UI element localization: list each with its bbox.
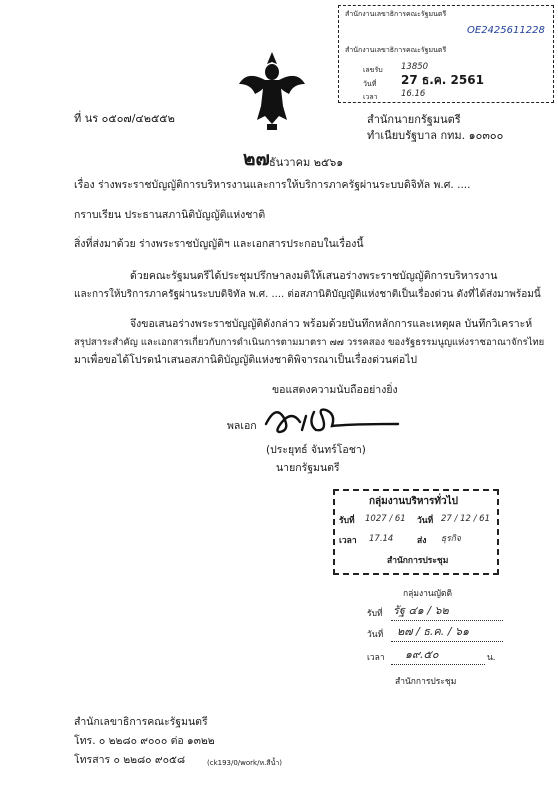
receipt-barcode-text: OE2425611228: [467, 25, 545, 36]
signer-name: (ประยุทธ์ จันทร์โอชา): [266, 444, 366, 456]
agenda-time-value: ๑๙.๕๐: [405, 648, 439, 661]
receipt-stamp: [338, 5, 554, 103]
general-admin-to-value: ธุรกิจ: [441, 534, 461, 544]
receipt-number-label: เลขรับ: [363, 66, 383, 74]
agenda-recv-value: รัฐ ๔๑ / ๖๒: [393, 604, 449, 617]
agenda-stamp-footer: สำนักการประชุม: [395, 677, 457, 687]
receipt-time-label: เวลา: [363, 93, 378, 101]
receipt-number-value: 13850: [401, 62, 429, 72]
agenda-time-line: [391, 664, 485, 665]
paragraph-2-line-2: สรุปสาระสำคัญ และเอกสารเกี่ยวกับการดำเนินการตามมาตรา ๗๗ วรรคสอง ของรัฐธรรมนูญแห่งราชอาณาจักรไทย: [74, 337, 545, 348]
subject: เรื่อง ร่างพระราชบัญญัติการบริหารงานและการให้บริการภาครัฐผ่านระบบดิจิทัล พ.ศ. ....: [74, 179, 471, 191]
paragraph-1-line-2: และการให้บริการภาครัฐผ่านระบบดิจิทัล พ.ศ. .... ต่อสภานิติบัญญัติแห่งชาติเป็นเรื่องด่วน ดังที่ได้ส่งมาพร้อมนี้: [74, 289, 541, 300]
receipt-date-value: 27 ธ.ค. 2561: [401, 73, 484, 87]
agenda-date-label: วันที่: [367, 630, 384, 640]
salutation: กราบเรียน ประธานสภานิติบัญญัติแห่งชาติ: [74, 209, 266, 221]
agenda-stamp: [363, 586, 509, 696]
footer-file-note: (ck193/0/work/ห.สีน้ำ): [207, 759, 283, 767]
general-admin-date-value: 27 / 12 / 61: [441, 514, 490, 524]
agenda-time-label: เวลา: [367, 653, 385, 663]
receipt-stamp-line1: สำนักงานเลขาธิการคณะรัฐมนตรี: [345, 10, 447, 18]
closing: ขอแสดงความนับถืออย่างยิ่ง: [272, 384, 398, 396]
signer-title: นายกรัฐมนตรี: [276, 462, 340, 474]
agenda-time-unit: น.: [487, 653, 496, 663]
reference-number: ที่ นร ๐๕๐๗/๔๒๕๕๒: [74, 112, 175, 125]
general-admin-recv-label: รับที่: [339, 516, 355, 526]
footer-office: สำนักเลขาธิการคณะรัฐมนตรี: [74, 716, 208, 728]
receipt-date-label: วันที่: [363, 80, 377, 88]
general-admin-stamp-title: กลุ่มงานบริหารทั่วไป: [369, 496, 458, 507]
footer-phone: โทร. ๐ ๒๒๘๐ ๙๐๐๐ ต่อ ๑๓๒๒: [74, 735, 215, 747]
office-address: ทำเนียบรัฐบาล กทม. ๑๐๓๐๐: [367, 129, 504, 142]
general-admin-stamp-footer: สำนักการประชุม: [387, 556, 449, 566]
agenda-recv-label: รับที่: [367, 609, 383, 619]
general-admin-recv-value: 1027 / 61: [365, 514, 406, 524]
footer-fax: โทรสาร ๐ ๒๒๘๐ ๙๐๕๘: [74, 754, 186, 766]
receipt-time-value: 16.16: [401, 89, 426, 99]
office-name: สำนักนายกรัฐมนตรี: [367, 113, 461, 126]
agenda-date-value: ๒๗ / ธ.ค. / ๖๑: [397, 625, 469, 638]
letter-date: ธันวาคม ๒๕๖๑: [269, 156, 344, 169]
enclosure: สิ่งที่ส่งมาด้วย ร่างพระราชบัญญัติฯ และเอกสารประกอบในเรื่องนี้: [74, 238, 364, 250]
garuda-emblem-icon: [237, 50, 307, 132]
agenda-stamp-title: กลุ่มงานญัตติ: [403, 589, 452, 599]
general-admin-time-value: 17.14: [369, 534, 394, 544]
general-admin-date-label: วันที่: [417, 516, 434, 526]
agenda-recv-line: [391, 620, 503, 621]
agenda-date-line: [391, 641, 503, 642]
paragraph-2-line-3: มาเพื่อขอได้โปรดนำเสนอสภานิติบัญญัติแห่งชาติพิจารณาเป็นเรื่องด่วนต่อไป: [74, 354, 418, 366]
general-admin-stamp: [333, 489, 499, 575]
signer-rank: พลเอก: [227, 420, 257, 432]
paragraph-2-line-1: จึงขอเสนอร่างพระราชบัญญัติดังกล่าว พร้อมด้วยบันทึกหลักการและเหตุผล บันทึกวิเคราะห์: [130, 318, 533, 330]
receipt-stamp-line2: สำนักงานเลขาธิการคณะรัฐมนตรี: [345, 46, 447, 54]
signature-icon: [262, 402, 402, 438]
general-admin-time-label: เวลา: [339, 536, 357, 546]
date-handwritten: ๒๗: [243, 148, 270, 170]
general-admin-to-label: ส่ง: [417, 536, 427, 546]
paragraph-1-line-1: ด้วยคณะรัฐมนตรีได้ประชุมปรึกษาลงมติให้เสนอร่างพระราชบัญญัติการบริหารงาน: [130, 270, 498, 282]
